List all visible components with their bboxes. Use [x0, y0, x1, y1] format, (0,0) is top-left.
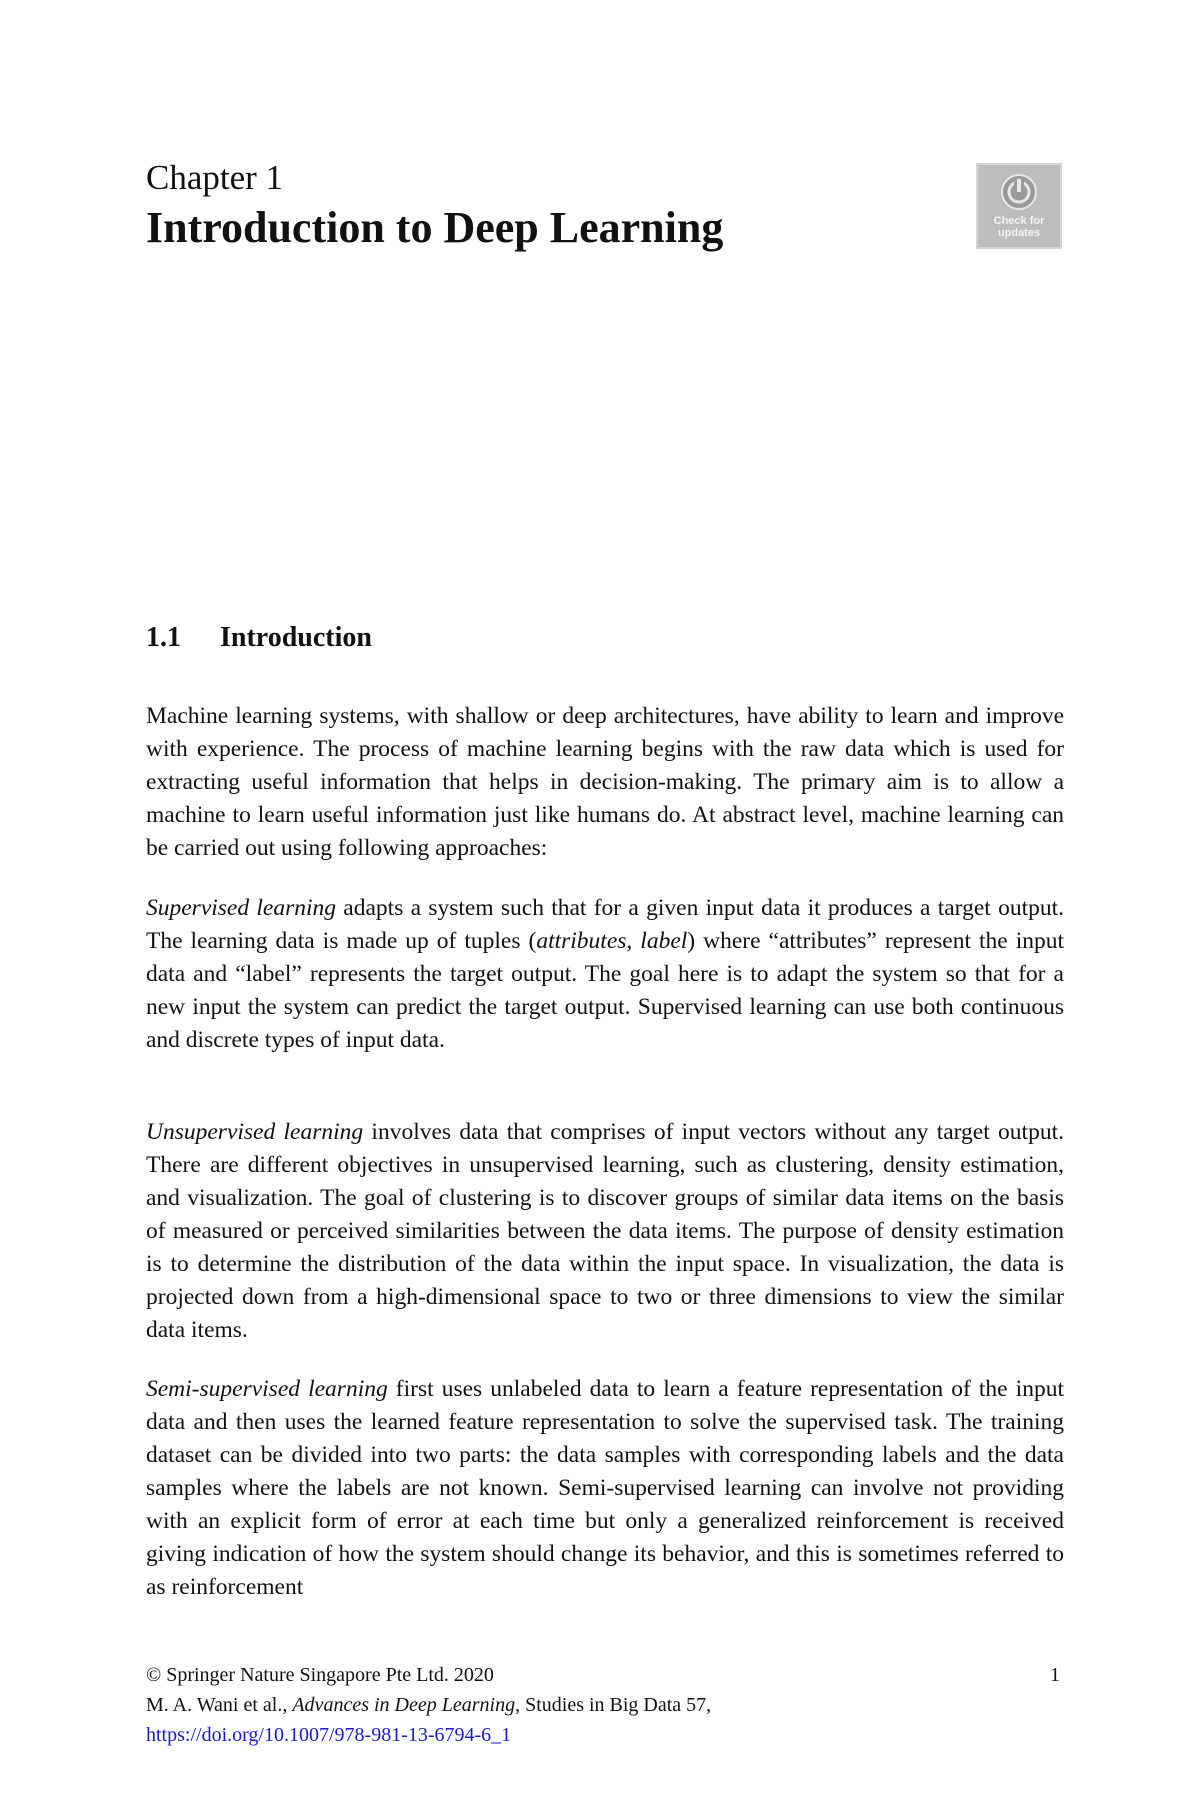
paragraph-text: adapts a system such that for a given input data it produces a target output. The learning data is made up of tuples ( [146, 895, 1065, 954]
citation-authors: M. A. Wani et al., [146, 1694, 293, 1716]
doi-link[interactable]: https://doi.org/10.1007/978-981-13-6794-6_1 [146, 1724, 512, 1746]
section-heading [146, 621, 372, 655]
paragraph-text: Machine learning systems, with shallow or deep architectures, have ability to learn and improve with experience. The process of machine learning begins with the raw data which is used for extracting useful information that helps in decision-making. The primary aim is to allow a machine to learn useful information just like humans do. At abstract level, machine learning can be carried out using following approaches: [146, 703, 1064, 861]
term-semi-supervised-learning: Semi-supervised learning [146, 1376, 388, 1402]
paragraph-text: involves data that comprises of input vectors without any target output. There are different objectives in unsupervised learning, such as clustering, density estimation, and visualization. The goal of clustering is to discover groups of similar data items on the basis of measured or perceived similarities between the data items. The purpose of density estimation is to determine the distribution of the data within the input space. In visualization, the data is projected down from a high-dimensional space to two or three dimensions to view the similar data items. [146, 1119, 1064, 1343]
chapter-label: Chapter 1 [146, 158, 284, 197]
paragraph-intro [146, 700, 1064, 865]
paragraph-text: first uses unlabeled data to learn a feature representation of the input data and then uses the learned feature representation to solve the supervised task. The training dataset can be divided into two parts: the data samples with corresponding labels and the data samples where the labels are not known. Semi-supervised learning can involve not providing with an explicit form of error at each time but only a generalized reinforcement is received giving indication of how the system should change its behavior, and this is sometimes referred to as reinforcement [146, 1376, 1064, 1600]
paragraph-supervised [146, 892, 1064, 1057]
citation-series: , Studies in Big Data 57, [515, 1694, 712, 1716]
doi-line [146, 1720, 1064, 1750]
paragraph-text: , [626, 928, 641, 954]
check-for-updates-badge[interactable] [976, 163, 1062, 249]
paragraph-text: ) where “attributes” represent the input data and “label” represents the target output. The goal here is to adapt the system so that for a new input the system can predict the target output. Supervised learning can use both continuous and discrete types of input data. [146, 928, 1064, 1053]
footer [146, 1660, 1064, 1750]
crossmark-icon [1000, 173, 1038, 211]
badge-text: Check for updates [993, 215, 1045, 239]
section-number: 1.1 [146, 622, 181, 653]
citation-line [146, 1690, 1064, 1720]
chapter-title: Introduction to Deep Learning [146, 203, 724, 252]
term-label: label [640, 928, 688, 954]
citation-book-title: Advances in Deep Learning [292, 1694, 516, 1716]
paragraph-unsupervised [146, 1116, 1064, 1347]
copyright-text: © Springer Nature Singapore Pte Ltd. 2020 [146, 1664, 494, 1686]
term-attributes: attributes [536, 928, 627, 954]
paragraph-semi-supervised [146, 1373, 1064, 1604]
page-number: 1 [1050, 1664, 1060, 1686]
section-title: Introduction [220, 622, 372, 653]
term-unsupervised-learning: Unsupervised learning [146, 1119, 364, 1145]
copyright-line [146, 1660, 1064, 1690]
term-supervised-learning: Supervised learning [146, 895, 337, 921]
